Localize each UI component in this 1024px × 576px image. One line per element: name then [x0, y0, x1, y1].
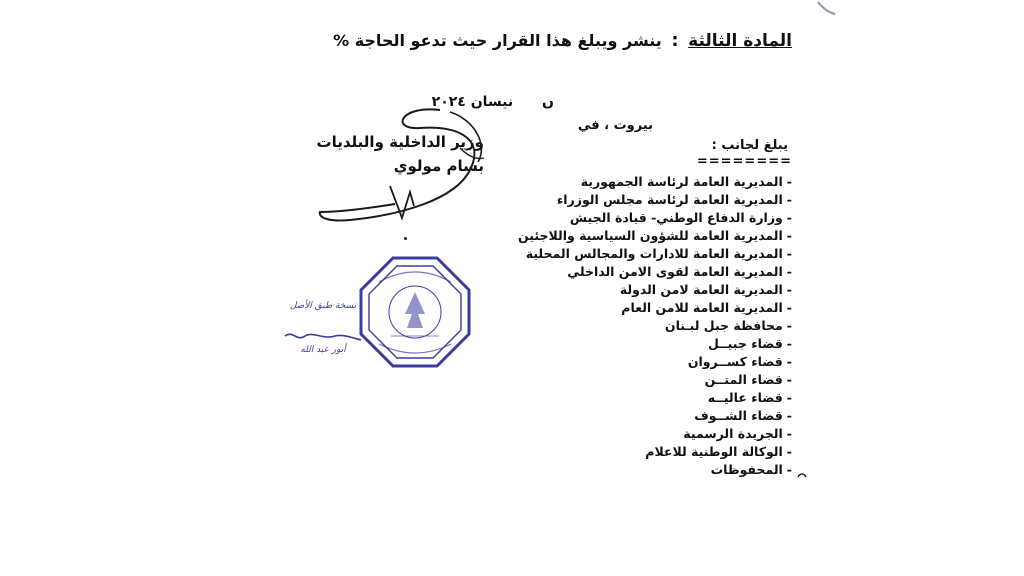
- recipient-name: المديرية العامة لامن الدولة: [619, 282, 783, 297]
- list-item: [518, 209, 792, 227]
- list-item: [518, 173, 792, 191]
- city-line: بيروت ، في: [577, 118, 653, 133]
- list-item: [518, 461, 792, 479]
- handwritten-signature: [310, 100, 500, 230]
- article-label: المادة الثالثة: [688, 31, 792, 51]
- seal-caption-bottom: أنور عبد الله: [300, 345, 346, 355]
- list-item: [518, 245, 792, 263]
- list-item: [518, 263, 792, 281]
- official-seal: [355, 252, 475, 372]
- list-dash: -: [786, 174, 792, 189]
- recipient-name: المديرية العامة لرئاسة مجلس الوزراء: [556, 192, 783, 207]
- recipient-name: المديرية العامة لرئاسة الجمهورية: [580, 174, 783, 189]
- list-dash: -: [786, 372, 792, 387]
- recipient-name: قضاء المتــن: [704, 372, 783, 387]
- recipient-name: المحفوظات: [710, 462, 783, 477]
- recipient-name: قضاء عاليــه: [707, 390, 783, 405]
- recipient-name: المديرية العامة لقوى الامن الداخلي: [567, 264, 783, 279]
- article-colon: :: [671, 30, 679, 51]
- list-dash: -: [786, 300, 792, 315]
- article-three: [333, 30, 792, 51]
- list-item: [518, 299, 792, 317]
- recipient-name: المديرية العامة للشؤون السياسية واللاجئين: [518, 228, 783, 243]
- list-dash: -: [786, 318, 792, 333]
- list-item: [518, 317, 792, 335]
- list-item: [518, 389, 792, 407]
- list-dash: -: [786, 192, 792, 207]
- list-dash: -: [786, 354, 792, 369]
- list-dash: -: [786, 282, 792, 297]
- margin-mark: [796, 472, 808, 482]
- recipient-name: قضاء الشــوف: [694, 408, 783, 423]
- seal-initials-stroke: [283, 328, 363, 348]
- recipient-name: الجريدة الرسمية: [683, 426, 783, 441]
- recipient-name: الوكالة الوطنية للاعلام: [645, 444, 783, 459]
- list-item: [518, 281, 792, 299]
- list-dash: -: [786, 228, 792, 243]
- list-dash: -: [786, 264, 792, 279]
- recipient-name: وزارة الدفاع الوطني- قيادة الجيش: [569, 210, 783, 225]
- list-dash: -: [786, 210, 792, 225]
- list-dash: -: [786, 336, 792, 351]
- recipient-list: [518, 173, 792, 479]
- corner-scan-artifact: [816, 0, 836, 16]
- ink-dot: [404, 237, 407, 240]
- list-dash: -: [786, 246, 792, 261]
- cc-heading: يبلغ لجانب :: [711, 138, 788, 153]
- list-item: [518, 425, 792, 443]
- list-dash: -: [786, 462, 792, 477]
- cc-rule: ========: [696, 154, 792, 169]
- seal-caption-top: نسخة طبق الأصل: [289, 301, 357, 311]
- list-item: [518, 371, 792, 389]
- recipient-name: المديرية العامة للامن العام: [621, 300, 783, 315]
- list-dash: -: [786, 426, 792, 441]
- date-day-mark: ں: [542, 94, 554, 110]
- list-item: [518, 407, 792, 425]
- minister-title: وزير الداخلية والبلديات: [316, 133, 484, 151]
- recipient-name: قضاء كســروان: [687, 354, 783, 369]
- list-item: [518, 227, 792, 245]
- recipient-name: المديرية العامة للادارات والمجالس المحلية: [525, 246, 783, 261]
- list-dash: -: [786, 408, 792, 423]
- list-dash: -: [786, 444, 792, 459]
- minister-name: بسام مولوي: [393, 157, 484, 175]
- recipient-name: قضاء جبيــل: [707, 336, 783, 351]
- list-dash: -: [786, 390, 792, 405]
- list-item: [518, 335, 792, 353]
- article-text: ينشر ويبلغ هذا القرار حيث تدعو الحاجة %: [333, 31, 662, 50]
- date-month-year: نيسان ٢٠٢٤: [431, 94, 514, 110]
- list-item: [518, 443, 792, 461]
- list-item: [518, 191, 792, 209]
- recipient-name: محافظة جبل لبـنان: [664, 318, 783, 333]
- list-item: [518, 353, 792, 371]
